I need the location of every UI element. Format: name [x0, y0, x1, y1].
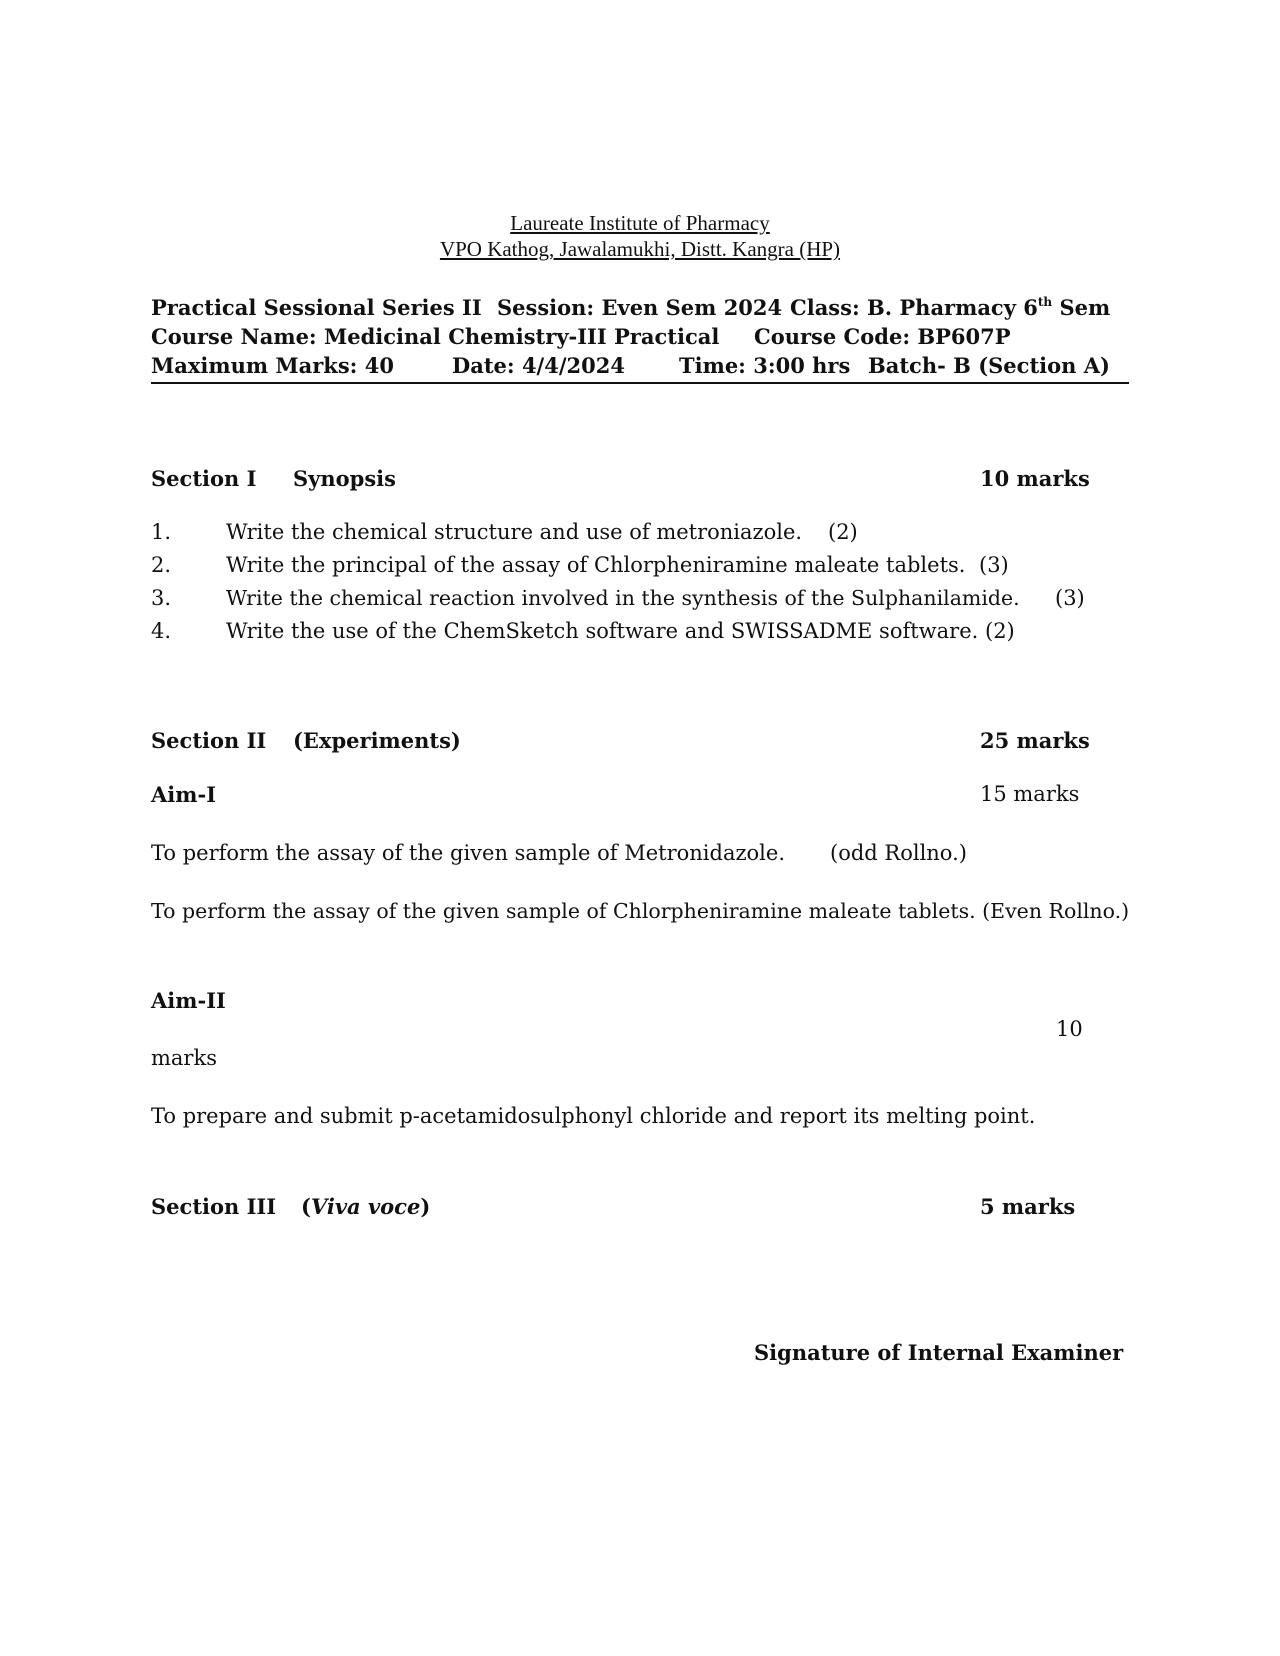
question-marks: (3): [979, 553, 1009, 577]
exam-series: Practical Sessional Series II: [151, 295, 482, 320]
examiner-signature: Signature of Internal Examiner: [754, 1340, 1124, 1365]
question-number: 2.: [151, 553, 172, 577]
max-marks: Maximum Marks: 40: [151, 353, 394, 378]
institute-name: Laureate Institute of Pharmacy: [510, 211, 770, 235]
question-text: Write the use of the ChemSketch software and SWISSADME software.: [226, 619, 979, 643]
section-3-label: Section III: [151, 1194, 277, 1219]
question-marks: (2): [828, 520, 858, 544]
aim-1-label: Aim-I: [151, 782, 217, 807]
question-text: Write the principal of the assay of Chlorpheniramine maleate tablets.: [226, 553, 966, 577]
batch: Batch- B (Section A): [868, 353, 1110, 378]
question-marks: (3): [1055, 586, 1085, 610]
question-text: Write the chemical structure and use of metroniazole.: [226, 520, 803, 544]
institute-address: VPO Kathog, Jawalamukhi, Distt. Kangra (HP): [439, 237, 841, 261]
aim-1-line-2: To perform the assay of the given sample of Chlorpheniramine maleate tablets. (Even Rollno.): [151, 899, 1130, 923]
class-prefix: Class: B. Pharmacy 6: [790, 295, 1038, 320]
section-3-marks: 5 marks: [980, 1194, 1076, 1219]
aim-1-marks: 15 marks: [980, 782, 1080, 806]
aim-2-label: Aim-II: [151, 988, 226, 1013]
question-number: 1.: [151, 520, 172, 544]
question-marks: (2): [985, 619, 1015, 643]
class-suffix: Sem: [1052, 295, 1111, 320]
question-text: Write the chemical reaction involved in the synthesis of the Sulphanilamide.: [226, 586, 1020, 610]
aim-1-line-1-note: (odd Rollno.): [830, 841, 967, 865]
section-1-marks: 10 marks: [980, 466, 1090, 491]
section-2-label: Section II: [151, 728, 267, 753]
class-info: [790, 295, 1110, 320]
session: Session: Even Sem 2024: [497, 295, 783, 320]
section-1-label: Section I: [151, 466, 257, 491]
section-1-title: Synopsis: [293, 466, 396, 491]
section-2-title: (Experiments): [293, 728, 461, 753]
exam-date: Date: 4/4/2024: [452, 353, 625, 378]
question-number: 3.: [151, 586, 172, 610]
class-superscript: th: [1037, 295, 1053, 309]
course-name: Course Name: Medicinal Chemistry-III Practical: [151, 324, 720, 349]
aim-2-marks-word: marks: [151, 1046, 217, 1070]
aim-2-marks-number: 10: [1056, 1017, 1083, 1041]
aim-1-line-1: To perform the assay of the given sample of Metronidazole.: [151, 841, 785, 865]
section-2-marks: 25 marks: [980, 728, 1090, 753]
section-3-title: (Viva voce): [301, 1194, 431, 1219]
aim-2-line: To prepare and submit p-acetamidosulphonyl chloride and report its melting point.: [151, 1104, 1036, 1128]
exam-time: Time: 3:00 hrs: [679, 353, 851, 378]
question-number: 4.: [151, 619, 172, 643]
header-divider: [151, 382, 1129, 384]
course-code: Course Code: BP607P: [754, 324, 1011, 349]
